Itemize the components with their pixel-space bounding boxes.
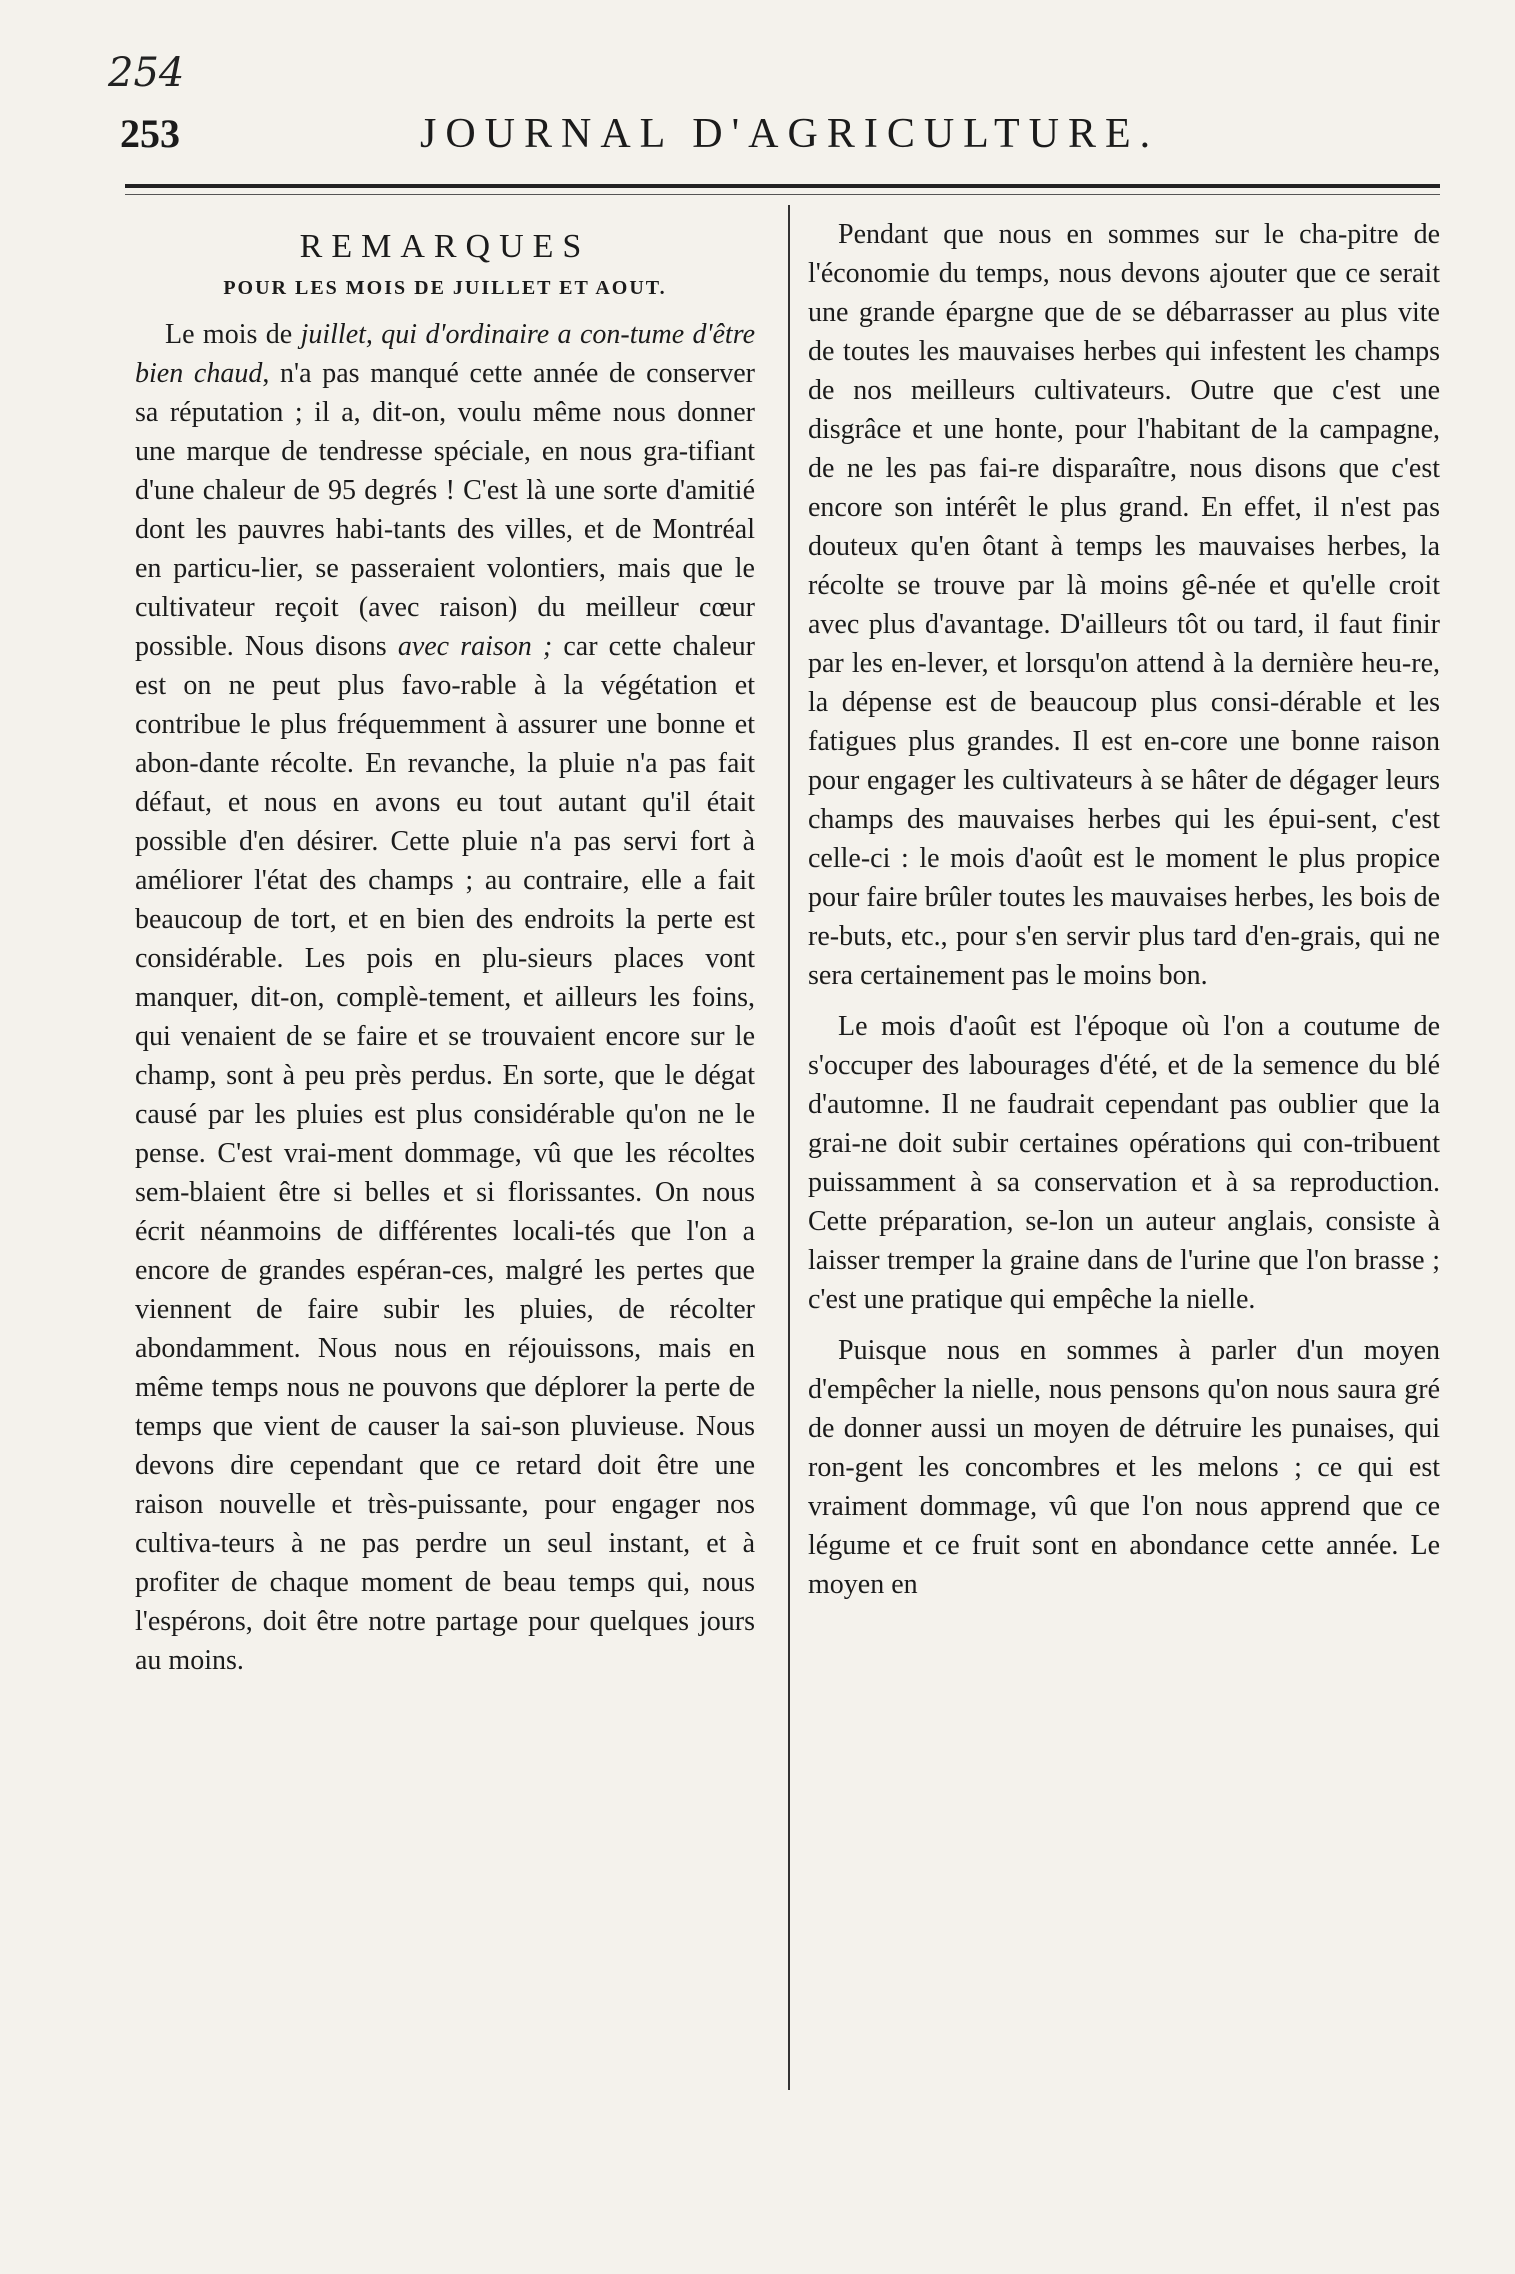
paragraph-text: , n'a pas manqué cette année de conserver sa réputation ; il a, dit-on, voulu même nous donner une marque de tendresse spéciale, en nous gra-tifiant d'une chaleur de 95 degrés ! C'est là une sorte d'amitié dont les pauvres habi-tants des villes, et de Montréal en particu-lier, se passeraient volontiers, mais que le cultivateur reçoit (avec raison) du meilleur cœur possible. Nous disons [135,358,755,662]
right-column [808,215,1440,1616]
paragraph: Pendant que nous en sommes sur le cha-pitre de l'économie du temps, nous devons ajouter que ce serait une grande épargne que de se débarrasser au plus vite de toutes les mauvaises herbes qui infestent les champs de nos meilleurs cultivateurs. Outre que c'est une disgrâce et une honte, pour l'habitant de la campagne, de ne les pas fai-re disparaître, nous disons que c'est encore son intérêt le plus grand. En effet, il n'est pas douteux qu'en ôtant à temps les mauvaises herbes, la récolte se trouve par là moins gê-née et qu'elle croit avec plus d'avantage. D'ailleurs tôt ou tard, il faut finir par les en-lever, et lorsqu'on attend à la dernière heu-re, la dépense est de beaucoup plus consi-dérable et les fatigues plus grandes. Il est en-core une bonne raison pour engager les cultivateurs à se hâter de dégager leurs champs des mauvaises herbes qui les épui-sent, c'est celle-ci : le mois d'août est le moment le plus propice pour faire brûler toutes les mauvaises herbes, les bois de re-buts, etc., pour s'en servir plus tard d'en-grais, qui ne sera certainement pas le moins bon. [808,219,1440,991]
article-subtitle: POUR LES MOIS DE JUILLET ET AOUT. [223,277,667,299]
running-title: JOURNAL D'AGRICULTURE. [420,111,1160,157]
paragraph-italic: avec raison ; [397,631,553,662]
paragraph: Le mois d'août est l'époque où l'on a coutume de s'occuper des labourages d'été, et de la semence du blé d'automne. Il ne faudrait cependant pas oublier que la grai-ne doit subir certaines opérations qui con-tribuent puissamment à sa conservation et à sa reproduction. Cette préparation, se-lon un auteur anglais, consiste à laisser tremper la graine dans de l'urine que l'on brasse ; c'est une pratique qui empêche la nielle. [808,1011,1440,1315]
paragraph-text: Le mois de [165,319,301,350]
header-rule-thin [125,194,1440,195]
page-number: 253 [120,111,180,156]
paragraph-text: car cette chaleur est on ne peut plus favo-rable à la végétation et contribue le plus fréquemment à assurer une bonne et abon-dante récolte. En revanche, la pluie n'a pas fait défaut, et nous en avons eu tout autant qu'il était possible d'en désirer. Cette pluie n'a pas servi fort à améliorer l'état des champs ; au contraire, elle a fait beaucoup de tort, et en bien des endroits la perte est considérable. Les pois en plu-sieurs places vont manquer, dit-on, complè-tement, et ailleurs les foins, qui venaient de se faire et se trouvaient encore sur le champ, sont à peu près perdus. En sorte, que le dégat causé par les pluies est plus considérable qu'on ne le pense. C'est vrai-ment dommage, vû que les récoltes sem-blaient être si belles et si florissantes. On nous écrit néanmoins de différentes locali-tés que l'on a encore de grandes espéran-ces, malgré les pertes que viennent de faire subir les pluies, de récolter abondamment. Nous nous en réjouissons, mais en même temps nous ne pouvons que déplorer la perte de temps que vient de causer la sai-son pluvieuse. Nous devons dire cependant que ce retard doit être une raison nouvelle et très-puissante, pour engager nos cultiva-teurs à ne pas perdre un seul instant, et à profiter de chaque moment de beau temps qui, nous l'espérons, doit être notre partage pour quelques jours au moins. [135,631,756,1676]
paragraph: Puisque nous en sommes à parler d'un moyen d'empêcher la nielle, nous pensons qu'on nous saura gré de donner aussi un moyen de détruire les punaises, qui ron-gent les concombres et les melons ; ce qui est vraiment dommage, vû que l'on nous apprend que ce légume et ce fruit sont en abondance cette année. Le moyen en [808,1335,1440,1600]
left-column [135,215,755,1692]
header-rule [125,184,1440,188]
column-divider [788,205,790,2090]
paragraph [135,315,755,1680]
handwritten-page-number: 254 [108,50,185,96]
article-title: REMARQUES [299,228,591,265]
paragraph-italic: juillet, qui d'ordinaire a con-tume d'être bien chaud [135,319,755,389]
